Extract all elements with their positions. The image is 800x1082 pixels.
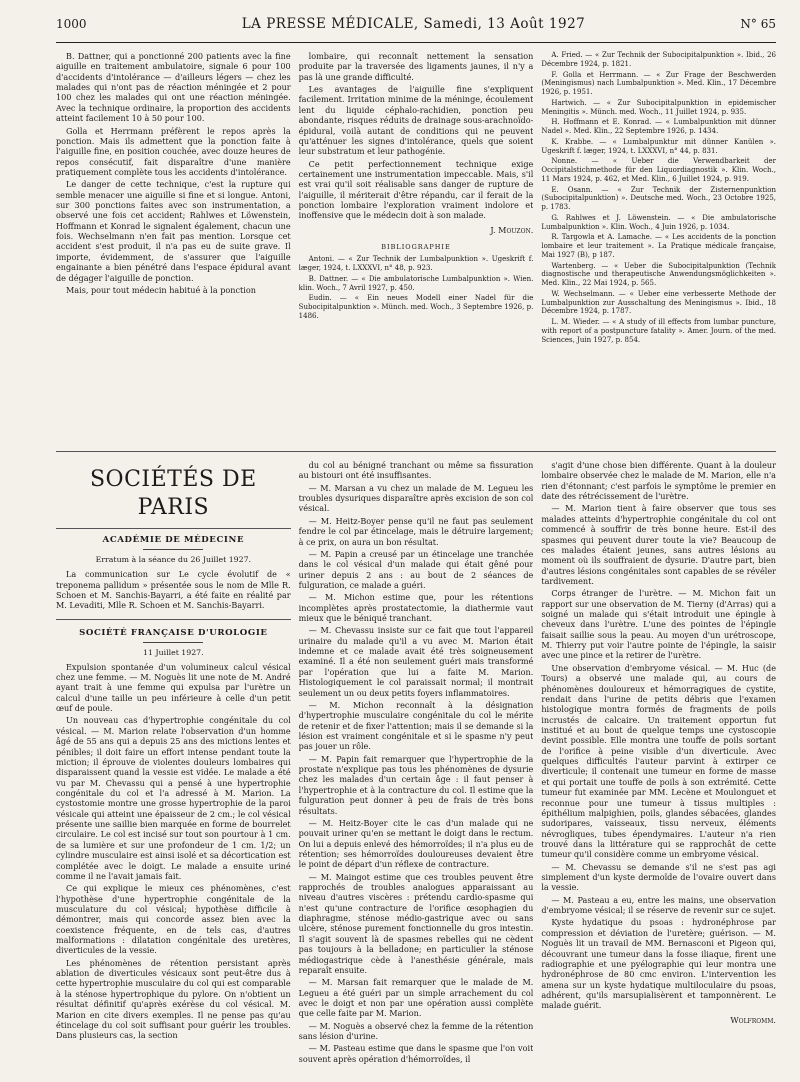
paragraph: Les phénomènes de rétention persistant après ablation de diverticules vésicaux sont peut-être dus à cette hypertrophie musculaire du col qui est comparable à la sténose hypertrophique du pylore. On n'obtient un résultat définitif qu'après exérèse du col vésical. M. Marion en cite divers exemples. Il ne pense pas qu'au étincelage du col soit suffisant pour guérir les troubles. Dans plusieurs cas, la section	[56, 957, 291, 1041]
reference: G. Rahlwes et J. Löwenstein. — « Die ambulatorische Lumbalpunktion ». Klin. Woch., 4 Juin 1926, p. 1034.	[541, 213, 777, 231]
societes-section	[56, 460, 776, 1080]
erratum-date: Erratum à la séance du 26 Juillet 1927.	[95, 555, 252, 565]
paragraph: B. Dattner, qui a ponctionné 200 patients avec la fine aiguille en traitement ambulatoire, signale 6 pour 100 d'accidents d'intolérance — d'ailleurs légers — chez les malades qui n'ont pas de réaction méningée et 2 pour 100 chez les malades qui ont une réaction méningée. Avec la technique ordinaire, la proportion des accidents atteint facilement 10 à 50 pour 100.	[56, 51, 291, 124]
paragraph: Expulsion spontanée d'un volumineux calcul vésical chez une femme. — M. Noguès lit une note de M. André ayant trait à une femme qui expulsa par l'urètre un calcul d'une taille un peu inférieure à celle d'un petit œuf de poule.	[56, 661, 291, 714]
newspaper-page	[56, 16, 776, 1076]
session-date: 11 Juillet 1927.	[143, 647, 204, 657]
reference: R. Targowla et A. Lamache. — « Les accidents de la ponction lombaire et leur traitement ». La Pratique médicale française, Mai 1927 (B), p 187.	[541, 233, 777, 259]
reference: Wartenberg. — « Ueber die Subocipitalpunktion (Technik diagnostische und therapeutische Anwendungsmöglichkeiten ». Med. Klin., 22 Mai 1924, p. 565.	[541, 261, 777, 287]
reference: F. Golla et Herrmann. — « Zur Frage der Beschwerden (Meningismus) nach Lumbalpunktion ». Med. Klin., 17 Décembre 1926, p. 1951.	[541, 70, 777, 96]
reference: W. Wechselmann. — « Ueber eine verbesserte Methode der Lumbalpunktion zur Ausschaltung des Meningismus ». Ibid., 18 Décembre 1924, p. 1787.	[541, 289, 777, 316]
urologie-title: SOCIÉTÉ FRANÇAISE D'UROLOGIE	[79, 627, 268, 638]
paragraph: — M. Heitz-Boyer pense qu'il ne faut pas seulement fendre le col par étincelage, mais le détruire largement; à ce prix, on aura un bon résultat.	[298, 515, 534, 547]
reference: K. Krabbe. — « Lumbalpunktur mit dünner Kanülen ». Ugeskrift f. læger, 1924, t. LXXXVI, n° 44, p. 831.	[541, 137, 777, 155]
reference: Hartwich. — « Zur Subocipitalpunktion in epidemischer Meningitis ». Münch. med. Woch., 11 Juillet 1924, p. 935.	[541, 98, 777, 116]
bottom-col-1	[56, 460, 291, 1080]
reference: B. Dattner. — « Die ambulatorische Lumbalpunktion ». Wien. klin. Woch., 7 Avril 1927, p. 450.	[298, 274, 534, 292]
paragraph: — M. Marion tient à faire observer que tous ses malades atteints d'hypertrophie congénitale du col ont commencé à souffrir de très bonne heure. Est-il des spasmes qui peuvent durer toute la vie? Beaucoup de ces malades étaient jeunes, sans autres lésions au moment où ils souffraient de dysurie. D'autre part, bien d'autres lésions congénitales sont capables de se révéler tardivement.	[541, 503, 777, 586]
paragraph: Ce petit perfectionnement technique exige certainement une instrumentation impeccable. Mais, s'il est vrai qu'il soit réalisable sans danger de rupture de l'aiguille, il mériterait d'être répandu, car il ferait de la ponction lombaire l'exploration vraiment indolore et inoffensive que le médecin doit à son malade.	[298, 158, 534, 221]
divider	[143, 642, 203, 643]
issue-number: N° 65	[740, 17, 776, 31]
paragraph: — M. Heitz-Boyer cite le cas d'un malade qui ne pouvait uriner qu'en se mettant le doigt dans le rectum. On lui a depuis enlevé des hémorroïdes; il n'a plus eu de rétention; ses hémorroïdes douloureuses devaient être le point de départ d'un réflexe de contracture.	[298, 817, 534, 870]
paragraph: — M. Marsan a vu chez un malade de M. Legueu les troubles dysuriques disparaître après excision de son col vésical.	[298, 482, 534, 514]
author-signature: J. Mouzon.	[490, 224, 534, 235]
paragraph: Un nouveau cas d'hypertrophie congénitale du col vésical. — M. Marion relate l'observation d'un homme âgé de 55 ans qui a depuis 25 ans des mictions lentes et pénibles; il doit faire un effort intense pendant toute la miction; il éprouve de violentes douleurs lombaires qui disparaissent quand la vessie est vidée. Le malade a été vu par M. Chevassu qui a pensé à une hypertrophie congénitale du col et l'a adressé à M. Marion. La cystostomie montre une grosse hypertrophie de la paroi vésicale qui atteint une épaisseur de 2 cm.; le col vésical présente une saillie bien marquée en forme de bourrelet circulaire. Le col est incisé sur tout son pourtour à 1 cm. de sa lumière et sur une profondeur de 1 cm. 1/2; un cylindre musculaire est ainsi isolé et sa décortication est complétée avec le doigt. Le malade a ensuite uriné comme il ne l'avait jamais fait.	[56, 715, 291, 881]
paragraph: — M. Papin fait remarquer que l'hypertrophie de la prostate n'explique pas tous les phénomènes de dysurie chez les malades d'un certain âge : il faut penser à l'hypertrophie et à la contracture du col. Il estime que la fulguration peut donner à peu de frais de très bons résultats.	[298, 753, 534, 816]
paragraph: Une observation d'embryome vésical. — M. Huc (de Tours) a observé une malade qui, au cours de phénomènes douloureux et hémorragiques de cystite, rendait dans l'urine de petits débris que l'examen histologique montra formés de fragments de poils incrustés de calcaire. Un traitement opportun fut institué et au bout de quelque temps une cystoscopie devint possible. Elle montra une touffe de poils sortant de l'orifice à peine visible d'un diverticule. Avec quelques difficultés l'auteur parvint à extirper ce diverticule; il contenait une tumeur en forme de masse et qui portait une touffe de poils à son extrémité. Cette tumeur fut examinée par MM. Lecène et Moulonguet et reconnue pour une tumeur à tissus multiples : épithélium malpighien, poils, glandes sébacées, glandes sudoripares, vaisseaux, tissu nerveux, éléments névrogliques, tubes épendymaires. L'auteur n'a rien trouvé dans la littérature qui se rapprochât de cette tumeur qu'il considère comme un embryome vésical.	[541, 662, 777, 860]
bibliography-title: BIBLIOGRAPHIE	[381, 243, 451, 252]
top-col-3	[541, 51, 776, 451]
reference: Nonne. — « Ueber die Verwendbarkeit der Occipitalstichmethode für den Liquordiagnostik ». Klin. Woch., 11 Mars 1924, p. 462, et Med. Klin., 6 Juillet 1924, p. 919.	[541, 157, 777, 183]
article-top	[56, 51, 776, 452]
paragraph: Mais, pour tout médecin habitué à la ponction	[66, 284, 256, 295]
paragraph: — M. Noguès a observé chez la femme de la rétention sans lésion d'urine.	[298, 1020, 534, 1042]
paragraph: Ce qui explique le mieux ces phénomènes, c'est l'hypothèse d'une hypertrophie congénitale de la musculature du col vésical; hypothèse difficile à démontrer, mais qui concorde assez bien avec la coexistence fréquente, en de tels cas, d'autres malformations : dilatation congénitale des uretères, diverticules de la vessie.	[56, 883, 291, 956]
top-col-1	[56, 51, 291, 451]
journal-title: LA PRESSE MÉDICALE, Samedi, 13 Août 1927	[241, 16, 586, 32]
paragraph: — M. Michon reconnaît à la désignation d'hypertrophie musculaire congénitale du col le mérite de retenir et de fixer l'attention; mais il se demande si la lésion est vraiment congénitale et si le spasme n'y peut pas jouer un rôle.	[298, 699, 534, 752]
paragraph: Corps étranger de l'urètre. — M. Michon fait un rapport sur une observation de M. Tierny (d'Arras) qui a soigné un malade qui s'était introduit une épingle à cheveux dans l'urètre. L'une des pointes de l'épingle faisait saillie sous la peau. Au moyen d'un urétroscope, M. Thierry put voir l'autre pointe de l'épingle, la saisir avec une pince et la retirer de l'urètre.	[541, 588, 777, 661]
reference: Antoni. — « Zur Technik der Lumbalpunktion ». Ugeskrift f. læger, 1924, t. LXXXVI, n° 48, p. 923.	[298, 255, 534, 273]
divider	[56, 619, 291, 620]
paragraph: — M. Chevassu se demande s'il ne s'est pas agi simplement d'un kyste dermoïde de l'ovaire ouvert dans la vessie.	[541, 861, 777, 893]
paragraph: Les avantages de l'aiguille fine s'expliquent facilement. Irritation minime de la méninge, écoulement lent du liquide céphalo-rachidien, ponction peu abondante, risques réduits de drainage sous-arachnoïdo-épidural, voilà autant de conditions qui ne peuvent qu'atténuer les signes d'intolérance, quels que soient leur substratum et leur pathogénie.	[298, 84, 534, 157]
reference: E. Osann. — « Zur Technik der Zisternenpunktion (Subocipitalpunktion) ». Deutsche med. Woch., 23 Octobre 1925, p. 1783.	[541, 185, 777, 211]
divider	[143, 549, 203, 550]
paragraph: du col au bénigné tranchant ou même sa fissuration au bistouri ont été insuffisantes.	[298, 460, 534, 481]
paragraph: — M. Pasteau a eu, entre les mains, une observation d'embryome vésical; il se réserve de revenir sur ce sujet.	[541, 894, 777, 916]
page-number: 1000	[56, 17, 87, 31]
paragraph: Le danger de cette technique, c'est la rupture qui semble menacer une aiguille si fine et si longue. Antoni, sur 300 ponctions faites avec son instrumentation, a observé une fois cet accident; Rahlwes et Löwenstein, Hoffmann et Konrad le signalent également, chacun une fois. Wechselmann n'en fait pas mention. Lorsque cet accident s'est produit, il n'a pas eu de suite grave. Il importe, évidemment, de s'assurer que l'aiguille engainante a bien pénétré dans l'espace épidural avant de dégager l'aiguille de ponction.	[56, 179, 291, 283]
paragraph: — M. Chevassu insiste sur ce fait que tout l'appareil urinaire du malade qu'il a vu avec M. Marion était indemne et ce malade avait été très soigneusement examiné. Il a été non seulement guéri mais transformé par l'opération que lui a faite M. Marion. Histologiquement le col paraissait normal; il montrait seulement un ou deux petits foyers inflammatoires.	[298, 625, 534, 698]
paragraph: — M. Pasteau estime que dans le spasme que l'on voit souvent après opération d'hémorroïdes, il	[298, 1043, 534, 1064]
bottom-col-3	[541, 460, 776, 1080]
reference: L. M. Wieder. — « A study of ill effects from lumbar puncture, with report of a postpuncture fatality ». Amer. Journ. of the med. Sciences, Juin 1927, p. 854.	[541, 318, 777, 344]
paragraph: lombaire, qui reconnaît nettement la sensation produite par la traversée des ligaments jaunes, il n'y a pas là une grande difficulté.	[298, 51, 534, 82]
paragraph: Kyste hydatique du psoas : hydronéphrose par compression et déviation de l'uretère; guérison. — M. Noguès lit un travail de MM. Bernasconi et Pigeon qui, découvrant une tumeur dans la fosse iliaque, firent une radiographie et une pyélographie qui leur montra une hydronéphrose de 80 cmc environ. L'intervention les amena sur un kyste hydatique multiloculaire du psoas, adhérent, qu'ils marsupialisèrent et tamponnèrent. Le malade guérit.	[541, 917, 777, 1011]
paragraph: — M. Marsan fait remarquer que le malade de M. Legueu a été guéri par un simple arrachement du col avec le doigt et non par une opération aussi complète que celle faite par M. Marion.	[298, 977, 534, 1019]
page-header	[56, 16, 776, 43]
reference: H. Hoffmann et E. Konrad. — « Lumbalpunktion mit dünner Nadel ». Med. Klin., 22 Septembre 1926, p. 1434.	[541, 118, 777, 135]
report-signature: Wolfromm.	[730, 1014, 777, 1025]
erratum-text: La communication sur Le cycle évolutif de « treponema pallidum » présentée sous le nom de Mlle R. Schoen et M. Sanchis-Bayarri, a été faite en réalité par M. Levaditi, Mlle R. Schoen et M. Sanchis-Bayarri.	[56, 569, 291, 611]
bottom-col-2	[299, 460, 534, 1080]
paragraph: — M. Michon estime que, pour les rétentions incomplètes après prostatectomie, la diathermie vaut mieux que le béniqué tranchant.	[298, 592, 534, 624]
reference: Eudin. — « Ein neues Modell einer Nadel für die Subocipitalpunktion ». Münch. med. Woch., 3 Septembre 1926, p. 1486.	[298, 294, 534, 320]
paragraph: — M. Maingot estime que ces troubles peuvent être rapprochés de troubles analogues apparaissant au niveau d'autres viscères : prétendu cardio-spasme qui n'est qu'une contracture de l'orifice œsophagien du diaphragme, sténose médio-gastrique avec ou sans ulcère, sténose purement fonctionnelle du gros intestin. Il s'agit souvent là de spasmes rebelles qui ne cèdent pas toujours à la belladone; en particulier la sténose médiogastrique cède à l'anesthésie générale, mais reparaît ensuite.	[298, 871, 534, 975]
paragraph: Golla et Herrmann préfèrent le repos après la ponction. Mais ils admettent que la ponction faite à l'aiguille fine, en position couchée, avec douze heures de repos consécutif, fait disparaître d'une manière pratiquement complète tous les accidents d'intolérance.	[56, 125, 291, 177]
academie-title: ACADÉMIE DE MÉDECINE	[102, 535, 245, 546]
section-title: SOCIÉTÉS DE PARIS	[56, 466, 291, 529]
paragraph: — M. Papin a creusé par un étincelage une tranchée dans le col vésical d'un malade qui était gêné pour uriner depuis 2 ans : au bout de 2 séances de fulguration, ce malade a guéri.	[298, 548, 534, 590]
paragraph: s'agit d'une chose bien différente. Quant à la douleur lombaire observée chez le malade de M. Marion, elle n'a rien d'étonnant; c'est parfois le symptôme le premier en date des rétrécissement de l'urètre.	[541, 460, 777, 502]
reference: A. Fried. — « Zur Technik der Subocipitalpunktion ». Ibid., 26 Décembre 1924, p. 1821.	[541, 51, 777, 68]
top-col-2	[299, 51, 534, 451]
